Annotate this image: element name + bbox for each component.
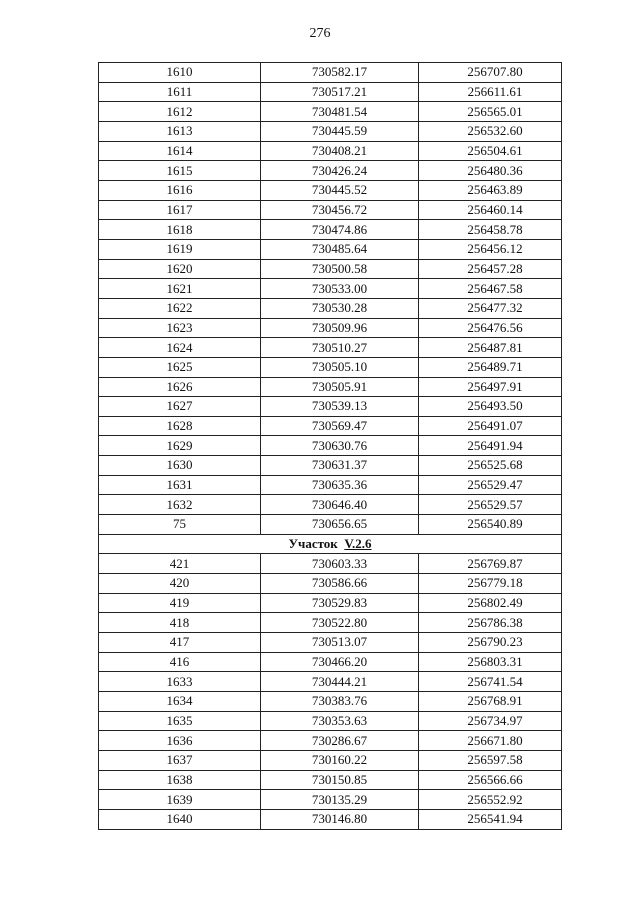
table-body-bottom [99,554,562,829]
point-number-cell: 1637 [99,750,261,770]
table-row [99,239,562,259]
y-coordinate-cell: 256525.68 [419,456,562,476]
section-header [99,534,562,554]
table-row [99,515,562,535]
y-coordinate-cell: 256480.36 [419,161,562,181]
section-title [99,534,562,554]
table-row [99,731,562,751]
table-row [99,377,562,397]
x-coordinate-cell: 730522.80 [261,613,419,633]
table-row [99,397,562,417]
point-number-cell: 1625 [99,357,261,377]
y-coordinate-cell: 256552.92 [419,790,562,810]
table-row [99,220,562,240]
point-number-cell: 1615 [99,161,261,181]
x-coordinate-cell: 730474.86 [261,220,419,240]
point-number-cell: 1621 [99,279,261,299]
table-row [99,593,562,613]
table-row [99,141,562,161]
table-row [99,416,562,436]
y-coordinate-cell: 256786.38 [419,613,562,633]
table-row [99,456,562,476]
x-coordinate-cell: 730586.66 [261,574,419,594]
table-row [99,259,562,279]
table-row [99,357,562,377]
table-row [99,750,562,770]
y-coordinate-cell: 256671.80 [419,731,562,751]
point-number-cell: 1628 [99,416,261,436]
x-coordinate-cell: 730517.21 [261,82,419,102]
table-row [99,161,562,181]
y-coordinate-cell: 256541.94 [419,809,562,829]
point-number-cell: 1612 [99,102,261,122]
table-row [99,338,562,358]
point-number-cell: 1627 [99,397,261,417]
y-coordinate-cell: 256497.91 [419,377,562,397]
y-coordinate-cell: 256489.71 [419,357,562,377]
x-coordinate-cell: 730146.80 [261,809,419,829]
table-row [99,770,562,790]
x-coordinate-cell: 730353.63 [261,711,419,731]
x-coordinate-cell: 730135.29 [261,790,419,810]
x-coordinate-cell: 730510.27 [261,338,419,358]
x-coordinate-cell: 730481.54 [261,102,419,122]
table-row [99,436,562,456]
x-coordinate-cell: 730530.28 [261,298,419,318]
section-row [99,534,562,554]
x-coordinate-cell: 730505.10 [261,357,419,377]
x-coordinate-cell: 730485.64 [261,239,419,259]
point-number-cell: 418 [99,613,261,633]
table-row [99,82,562,102]
y-coordinate-cell: 256493.50 [419,397,562,417]
page-number: 276 [309,26,331,41]
x-coordinate-cell: 730533.00 [261,279,419,299]
point-number-cell: 1613 [99,121,261,141]
y-coordinate-cell: 256460.14 [419,200,562,220]
point-number-cell: 417 [99,633,261,653]
y-coordinate-cell: 256529.47 [419,475,562,495]
point-number-cell: 1620 [99,259,261,279]
point-number-cell: 1624 [99,338,261,358]
table-row [99,672,562,692]
x-coordinate-cell: 730505.91 [261,377,419,397]
table-row [99,809,562,829]
y-coordinate-cell: 256566.66 [419,770,562,790]
table-body-top [99,63,562,535]
point-number-cell: 1616 [99,180,261,200]
y-coordinate-cell: 256456.12 [419,239,562,259]
table-row [99,318,562,338]
y-coordinate-cell: 256476.56 [419,318,562,338]
point-number-cell: 1629 [99,436,261,456]
y-coordinate-cell: 256463.89 [419,180,562,200]
point-number-cell: 1611 [99,82,261,102]
point-number-cell: 1630 [99,456,261,476]
point-number-cell: 1640 [99,809,261,829]
point-number-cell: 1631 [99,475,261,495]
section-code: V.2.6 [344,536,372,552]
x-coordinate-cell: 730445.52 [261,180,419,200]
point-number-cell: 1639 [99,790,261,810]
x-coordinate-cell: 730408.21 [261,141,419,161]
point-number-cell: 1626 [99,377,261,397]
table-row [99,554,562,574]
table-row [99,298,562,318]
y-coordinate-cell: 256769.87 [419,554,562,574]
y-coordinate-cell: 256491.94 [419,436,562,456]
table-row [99,63,562,83]
table-row [99,574,562,594]
x-coordinate-cell: 730635.36 [261,475,419,495]
table-row [99,790,562,810]
y-coordinate-cell: 256565.01 [419,102,562,122]
x-coordinate-cell: 730456.72 [261,200,419,220]
y-coordinate-cell: 256467.58 [419,279,562,299]
x-coordinate-cell: 730569.47 [261,416,419,436]
y-coordinate-cell: 256790.23 [419,633,562,653]
point-number-cell: 75 [99,515,261,535]
y-coordinate-cell: 256458.78 [419,220,562,240]
y-coordinate-cell: 256477.32 [419,298,562,318]
table-row [99,613,562,633]
table-row [99,180,562,200]
point-number-cell: 1636 [99,731,261,751]
point-number-cell: 1619 [99,239,261,259]
x-coordinate-cell: 730603.33 [261,554,419,574]
x-coordinate-cell: 730630.76 [261,436,419,456]
x-coordinate-cell: 730509.96 [261,318,419,338]
coordinates-table [98,62,562,830]
y-coordinate-cell: 256457.28 [419,259,562,279]
section-label: Участок [288,536,338,552]
x-coordinate-cell: 730383.76 [261,692,419,712]
x-coordinate-cell: 730466.20 [261,652,419,672]
y-coordinate-cell: 256504.61 [419,141,562,161]
y-coordinate-cell: 256768.91 [419,692,562,712]
table-row [99,279,562,299]
point-number-cell: 1635 [99,711,261,731]
x-coordinate-cell: 730539.13 [261,397,419,417]
point-number-cell: 1617 [99,200,261,220]
y-coordinate-cell: 256741.54 [419,672,562,692]
x-coordinate-cell: 730529.83 [261,593,419,613]
y-coordinate-cell: 256540.89 [419,515,562,535]
x-coordinate-cell: 730500.58 [261,259,419,279]
y-coordinate-cell: 256707.80 [419,63,562,83]
table-row [99,652,562,672]
x-coordinate-cell: 730160.22 [261,750,419,770]
x-coordinate-cell: 730445.59 [261,121,419,141]
point-number-cell: 1614 [99,141,261,161]
point-number-cell: 1632 [99,495,261,515]
point-number-cell: 421 [99,554,261,574]
y-coordinate-cell: 256611.61 [419,82,562,102]
x-coordinate-cell: 730286.67 [261,731,419,751]
x-coordinate-cell: 730513.07 [261,633,419,653]
point-number-cell: 1623 [99,318,261,338]
y-coordinate-cell: 256597.58 [419,750,562,770]
y-coordinate-cell: 256734.97 [419,711,562,731]
y-coordinate-cell: 256532.60 [419,121,562,141]
y-coordinate-cell: 256487.81 [419,338,562,358]
y-coordinate-cell: 256779.18 [419,574,562,594]
table-row [99,692,562,712]
y-coordinate-cell: 256529.57 [419,495,562,515]
table-row [99,633,562,653]
point-number-cell: 419 [99,593,261,613]
point-number-cell: 1633 [99,672,261,692]
y-coordinate-cell: 256803.31 [419,652,562,672]
table-row [99,475,562,495]
table-row [99,121,562,141]
point-number-cell: 1638 [99,770,261,790]
table-row [99,495,562,515]
x-coordinate-cell: 730656.65 [261,515,419,535]
point-number-cell: 1622 [99,298,261,318]
point-number-cell: 420 [99,574,261,594]
point-number-cell: 1634 [99,692,261,712]
x-coordinate-cell: 730426.24 [261,161,419,181]
point-number-cell: 416 [99,652,261,672]
point-number-cell: 1618 [99,220,261,240]
table-row [99,102,562,122]
x-coordinate-cell: 730150.85 [261,770,419,790]
point-number-cell: 1610 [99,63,261,83]
x-coordinate-cell: 730444.21 [261,672,419,692]
x-coordinate-cell: 730646.40 [261,495,419,515]
y-coordinate-cell: 256491.07 [419,416,562,436]
x-coordinate-cell: 730631.37 [261,456,419,476]
y-coordinate-cell: 256802.49 [419,593,562,613]
table-row [99,711,562,731]
x-coordinate-cell: 730582.17 [261,63,419,83]
table-row [99,200,562,220]
